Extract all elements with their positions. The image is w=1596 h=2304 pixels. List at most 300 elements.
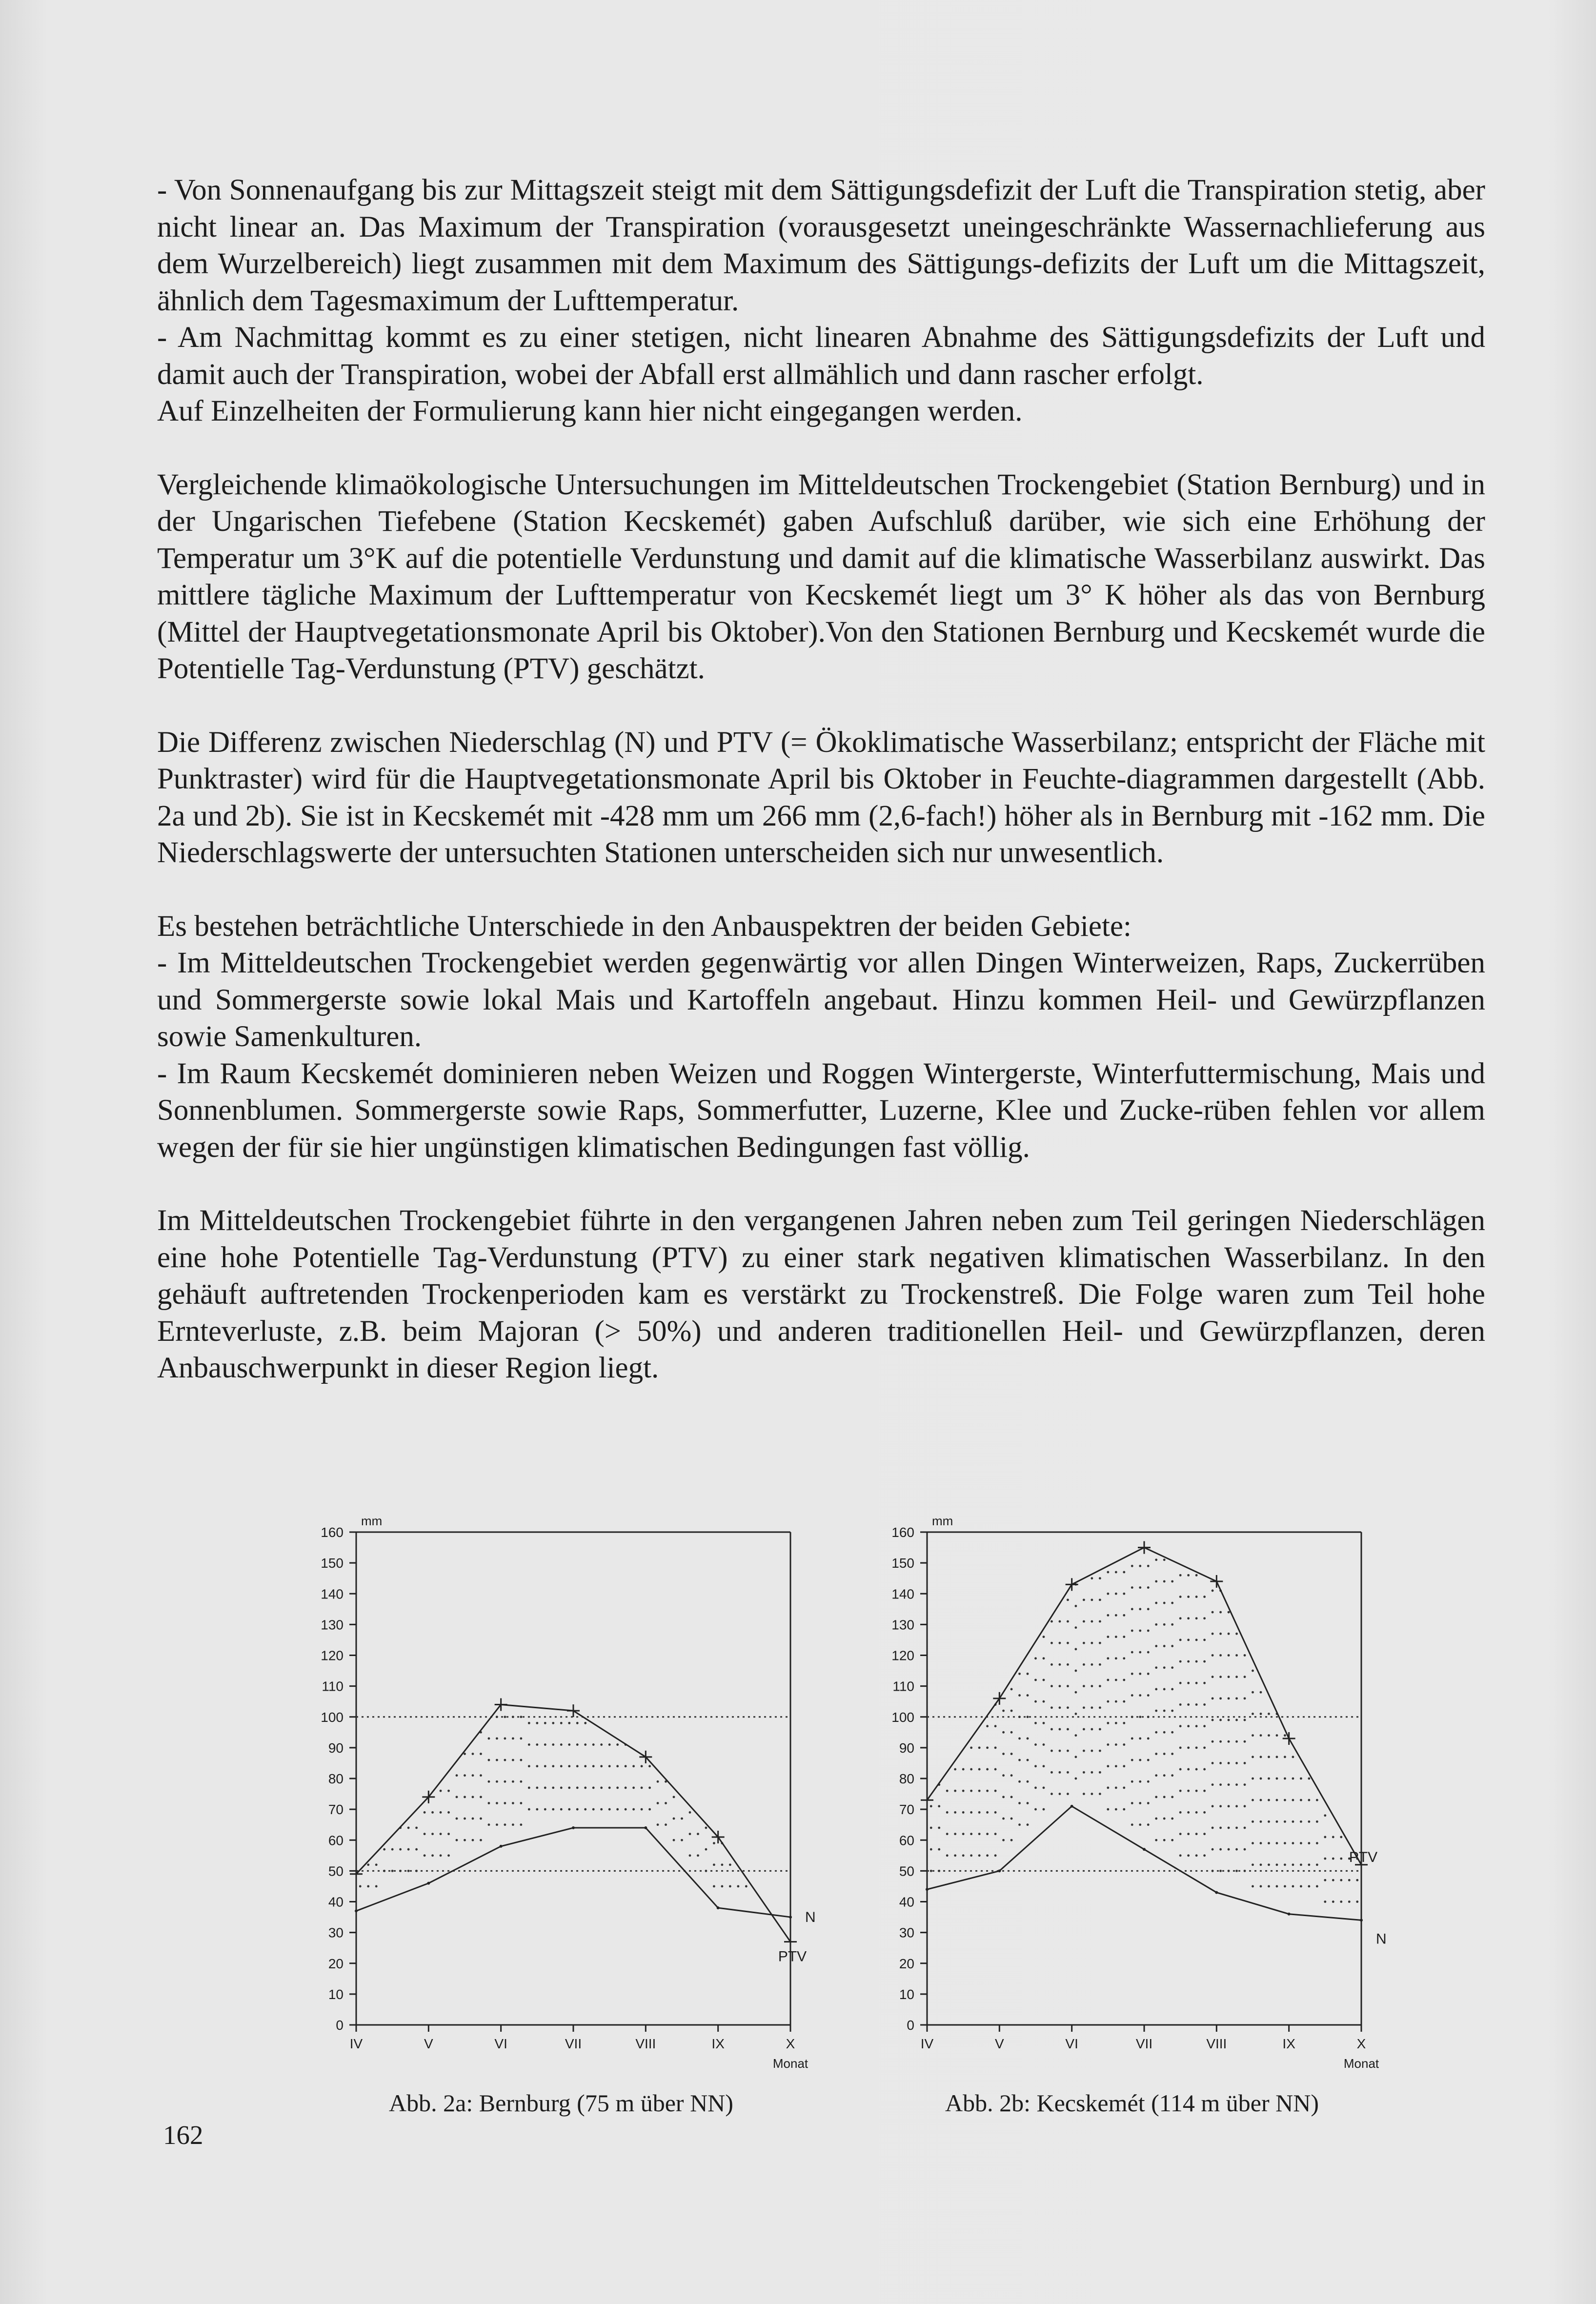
stipple-dot xyxy=(1219,1827,1222,1829)
stipple-dot xyxy=(1171,1753,1173,1755)
stipple-dot xyxy=(1010,1774,1013,1777)
stipple-dot xyxy=(1043,1722,1045,1724)
stipple-dot xyxy=(504,1716,506,1718)
stipple-dot xyxy=(512,1738,514,1740)
stipple-dot xyxy=(930,1848,932,1851)
stipple-dot xyxy=(616,1743,619,1746)
x-tick-label: IX xyxy=(1282,2036,1295,2051)
stipple-dot xyxy=(1187,1617,1190,1619)
stipple-dot xyxy=(1155,1602,1157,1604)
stipple-dot xyxy=(1300,1799,1302,1801)
stipple-dot xyxy=(1212,1719,1214,1721)
paragraph-difference xyxy=(157,724,1485,871)
stipple-dot xyxy=(1010,1796,1013,1798)
stipple-dot xyxy=(729,1885,731,1888)
stipple-dot xyxy=(1099,1598,1101,1601)
stipple-dot xyxy=(978,1768,981,1771)
stipple-dot xyxy=(1195,1768,1198,1771)
y-axis-label: mm xyxy=(361,1514,383,1528)
stipple-dot xyxy=(383,1848,385,1851)
stipple-dot xyxy=(1219,1783,1222,1786)
stipple-dot xyxy=(1235,1870,1238,1872)
stipple-dot xyxy=(1131,1823,1133,1826)
stipple-dot xyxy=(1340,1858,1342,1860)
stipple-dot xyxy=(1203,1660,1206,1663)
stipple-dot xyxy=(1139,1823,1141,1826)
stipple-dot xyxy=(1179,1682,1182,1684)
stipple-dot xyxy=(1292,1842,1294,1844)
ptv-line xyxy=(356,1705,790,1942)
stipple-dot xyxy=(1268,1756,1270,1758)
text-line: - Im Raum Kecskemét dominieren neben Weizen und Roggen Wintergerste, Winterfuttermischung, Mais und Sonnenblumen. Sommergerste sowie Raps, Sommerfutter, Luzerne, Klee und Zucke-rüben fehlen vor allem wegen der für sie hier ungünstigen klimatischen Bedingungen fast völlig. xyxy=(157,1057,1485,1164)
paragraph-crops xyxy=(157,908,1485,1166)
stipple-dot xyxy=(1284,1885,1286,1888)
stipple-dot xyxy=(954,1811,956,1814)
stipple-dot xyxy=(1139,1738,1141,1740)
stipple-dot xyxy=(1059,1793,1061,1795)
stipple-dot xyxy=(440,1833,442,1835)
y-tick-label: 130 xyxy=(321,1617,343,1633)
stipple-dot xyxy=(986,1768,989,1771)
stipple-dot xyxy=(1324,1900,1326,1903)
stipple-dot xyxy=(1131,1651,1133,1654)
chart-caption: Abb. 2a: Bernburg (75 m über NN) xyxy=(389,2089,733,2117)
stipple-dot xyxy=(1308,1778,1310,1780)
paragraph-comparison xyxy=(157,466,1485,687)
stipple-dot xyxy=(1051,1728,1053,1731)
stipple-dot xyxy=(1235,1783,1238,1786)
stipple-dot xyxy=(946,1790,949,1792)
stipple-dot xyxy=(1195,1746,1198,1749)
stipple-dot xyxy=(544,1765,546,1767)
stipple-dot xyxy=(1171,1796,1173,1798)
stipple-dot xyxy=(1115,1808,1117,1811)
stipple-dot xyxy=(1268,1713,1270,1715)
stipple-dot xyxy=(512,1716,514,1718)
stipple-dot xyxy=(1195,1790,1198,1792)
stipple-dot xyxy=(1115,1765,1117,1767)
stipple-dot xyxy=(994,1833,997,1835)
stipple-dot xyxy=(600,1743,603,1746)
stipple-dot xyxy=(1043,1808,1045,1811)
stipple-dot xyxy=(1284,1820,1286,1823)
stipple-dot xyxy=(1163,1796,1166,1798)
y-tick-label: 50 xyxy=(328,1863,343,1879)
stipple-dot xyxy=(1179,1746,1182,1749)
stipple-dot xyxy=(1002,1796,1005,1798)
stipple-dot xyxy=(1268,1863,1270,1866)
y-tick-label: 30 xyxy=(899,1925,914,1940)
stipple-dot xyxy=(1163,1666,1166,1669)
stipple-dot xyxy=(954,1854,956,1857)
n-point xyxy=(926,1888,929,1891)
stipple-dot xyxy=(1228,1783,1230,1786)
n-point xyxy=(572,1826,575,1829)
stipple-dot xyxy=(1067,1793,1069,1795)
stipple-dot xyxy=(1316,1885,1318,1888)
series-label-n: N xyxy=(805,1909,816,1926)
y-tick-label: 90 xyxy=(899,1740,914,1756)
stipple-dot xyxy=(528,1743,530,1746)
stipple-dot xyxy=(1107,1700,1109,1703)
chart-bernburg xyxy=(293,1513,829,2122)
stipple-dot xyxy=(560,1743,563,1746)
text-line: Die Differenz zwischen Niederschlag (N) und PTV (= Ökoklimatische Wasserbilanz; entspricht der Fläche mit Punktraster) wird für die Hauptvegetationsmonate April bis Oktober in Feuchte-diagrammen dargestellt (Abb. 2a und 2b). Sie ist in Kecskemét mit -428 mm um 266 mm (2,6-fach!) höher als in Bernburg mit -162 mm. Die Niederschlagswerte der untersuchten Stationen unterscheiden sich nur unwesentlich. xyxy=(157,726,1485,869)
stipple-dot xyxy=(1067,1750,1069,1752)
stipple-dot xyxy=(488,1759,490,1761)
stipple-dot xyxy=(994,1725,997,1727)
y-tick-label: 20 xyxy=(899,1956,914,1971)
n-point xyxy=(1215,1891,1218,1894)
stipple-dot xyxy=(1043,1679,1045,1681)
stipple-dot xyxy=(1059,1620,1061,1623)
stipple-dot xyxy=(407,1827,410,1829)
stipple-dot xyxy=(1219,1697,1222,1699)
stipple-dot xyxy=(689,1811,691,1814)
stipple-dot xyxy=(1010,1710,1013,1712)
stipple-dot xyxy=(1018,1673,1021,1675)
stipple-dot xyxy=(1155,1818,1157,1820)
stipple-dot xyxy=(1139,1716,1141,1718)
stipple-dot xyxy=(536,1722,538,1724)
series-label-ptv: PTV xyxy=(778,1948,807,1965)
stipple-dot xyxy=(608,1743,611,1746)
stipple-dot xyxy=(1244,1654,1246,1657)
stipple-dot xyxy=(1163,1731,1166,1734)
stipple-dot xyxy=(520,1802,522,1804)
stipple-dot xyxy=(1308,1799,1310,1801)
stipple-dot xyxy=(1195,1854,1198,1857)
stipple-dot xyxy=(1203,1790,1206,1792)
stipple-dot xyxy=(1212,1827,1214,1829)
stipple-dot xyxy=(552,1743,554,1746)
x-tick-label: VII xyxy=(565,2036,582,2051)
stipple-dot xyxy=(1212,1633,1214,1635)
stipple-dot xyxy=(657,1802,659,1804)
stipple-dot xyxy=(1219,1676,1222,1678)
stipple-dot xyxy=(1163,1623,1166,1626)
stipple-dot xyxy=(1300,1885,1302,1888)
stipple-dot xyxy=(1147,1694,1150,1697)
stipple-dot xyxy=(1067,1620,1069,1623)
stipple-dot xyxy=(1252,1820,1254,1823)
y-tick-label: 30 xyxy=(328,1925,343,1940)
stipple-dot xyxy=(1034,1657,1037,1659)
stipple-dot xyxy=(464,1818,466,1820)
x-tick-label: VII xyxy=(1135,2036,1153,2051)
stipple-dot xyxy=(1155,1731,1157,1734)
stipple-dot xyxy=(970,1811,972,1814)
stipple-dot xyxy=(1268,1842,1270,1844)
stipple-dot xyxy=(431,1854,434,1857)
stipple-dot xyxy=(930,1870,932,1872)
stipple-dot xyxy=(1260,1691,1262,1694)
stipple-dot xyxy=(592,1743,595,1746)
stipple-dot xyxy=(1292,1820,1294,1823)
stipple-dot xyxy=(504,1759,506,1761)
paragraph-transpiration xyxy=(157,172,1485,430)
stipple-dot xyxy=(1195,1682,1198,1684)
y-tick-label: 60 xyxy=(899,1833,914,1848)
stipple-dot xyxy=(1099,1771,1101,1774)
stipple-dot xyxy=(1147,1651,1150,1654)
stipple-dot xyxy=(1083,1706,1085,1709)
stipple-dot xyxy=(608,1765,611,1767)
stipple-dot xyxy=(954,1790,956,1792)
ptv-point xyxy=(1283,1732,1295,1745)
stipple-dot xyxy=(1027,1802,1029,1804)
stipple-dot xyxy=(1059,1728,1061,1731)
stipple-dot xyxy=(681,1839,683,1841)
stipple-dot xyxy=(367,1885,369,1888)
stipple-dot xyxy=(600,1787,603,1789)
stipple-dot xyxy=(568,1722,570,1724)
stipple-dot xyxy=(1131,1802,1133,1804)
stipple-dot xyxy=(1203,1833,1206,1835)
stipple-dot xyxy=(1075,1756,1077,1758)
stipple-dot xyxy=(1115,1593,1117,1595)
stipple-dot xyxy=(1051,1642,1053,1644)
stipple-dot xyxy=(504,1738,506,1740)
stipple-dot xyxy=(1171,1774,1173,1777)
stipple-dot xyxy=(1051,1793,1053,1795)
stipple-dot xyxy=(1228,1719,1230,1721)
stipple-dot xyxy=(520,1738,522,1740)
stipple-dot xyxy=(1356,1879,1358,1881)
stipple-dot xyxy=(1059,1685,1061,1687)
stipple-dot xyxy=(641,1765,643,1767)
stipple-dot xyxy=(1332,1900,1334,1903)
stipple-dot xyxy=(673,1796,675,1798)
series-label-ptv: PTV xyxy=(1349,1849,1378,1865)
stipple-dot xyxy=(1187,1854,1190,1857)
stipple-dot xyxy=(375,1885,378,1888)
stipple-dot xyxy=(1123,1743,1125,1746)
stipple-dot xyxy=(576,1787,579,1789)
stipple-dot xyxy=(1002,1774,1005,1777)
stipple-dot xyxy=(1228,1740,1230,1743)
stipple-dot xyxy=(1203,1682,1206,1684)
stipple-dot xyxy=(1034,1700,1037,1703)
y-tick-label: 80 xyxy=(899,1771,914,1786)
stipple-dot xyxy=(480,1753,482,1755)
stipple-dot xyxy=(544,1722,546,1724)
stipple-dot xyxy=(488,1738,490,1740)
stipple-dot xyxy=(544,1808,546,1811)
stipple-dot xyxy=(488,1823,490,1826)
stipple-dot xyxy=(1010,1688,1013,1691)
stipple-dot xyxy=(1155,1753,1157,1755)
stipple-dot xyxy=(1091,1620,1093,1623)
stipple-dot xyxy=(1340,1900,1342,1903)
stipple-dot xyxy=(1018,1802,1021,1804)
ptv-line xyxy=(927,1548,1361,1865)
stipple-dot xyxy=(1260,1756,1262,1758)
x-tick-label: VI xyxy=(1065,2036,1078,2051)
stipple-dot xyxy=(1123,1636,1125,1638)
stipple-dot xyxy=(1002,1839,1005,1841)
stipple-dot xyxy=(464,1774,466,1777)
stipple-dot xyxy=(1252,1713,1254,1715)
stipple-dot xyxy=(1260,1863,1262,1866)
stipple-dot xyxy=(616,1765,619,1767)
y-tick-label: 80 xyxy=(328,1771,343,1786)
stipple-dot xyxy=(544,1787,546,1789)
stipple-dot xyxy=(1107,1787,1109,1789)
stipple-dot xyxy=(1195,1639,1198,1641)
y-tick-label: 110 xyxy=(322,1678,343,1694)
stipple-dot xyxy=(1091,1771,1093,1774)
stipple-dot xyxy=(1187,1660,1190,1663)
stipple-dot xyxy=(1018,1694,1021,1697)
stipple-dot xyxy=(1139,1565,1141,1567)
stipple-dot xyxy=(1244,1719,1246,1721)
n-point xyxy=(1071,1805,1073,1808)
stipple-dot xyxy=(1059,1750,1061,1752)
n-point xyxy=(644,1826,647,1829)
stipple-dot xyxy=(632,1808,635,1811)
stipple-dot xyxy=(496,1802,498,1804)
stipple-dot xyxy=(1203,1596,1206,1598)
stipple-dot xyxy=(440,1811,442,1814)
stipple-dot xyxy=(1147,1565,1150,1567)
stipple-dot xyxy=(1139,1780,1141,1783)
x-tick-label: X xyxy=(1356,2036,1366,2051)
stipple-dot xyxy=(576,1808,579,1811)
stipple-dot xyxy=(1067,1663,1069,1666)
stipple-dot xyxy=(978,1811,981,1814)
stipple-dot xyxy=(1139,1673,1141,1675)
stipple-dot xyxy=(1203,1725,1206,1727)
stipple-dot xyxy=(1187,1596,1190,1598)
ptv-point xyxy=(1138,1541,1151,1554)
stipple-dot xyxy=(1075,1734,1077,1737)
stipple-dot xyxy=(1228,1633,1230,1635)
ptv-point xyxy=(567,1704,580,1717)
stipple-dot xyxy=(1091,1750,1093,1752)
stipple-dot xyxy=(1187,1574,1190,1576)
stipple-dot xyxy=(480,1774,482,1777)
stipple-dot xyxy=(560,1808,563,1811)
y-tick-label: 100 xyxy=(321,1709,343,1725)
text-line: Es bestehen beträchtliche Unterschiede in den Anbauspektren der beiden Gebiete: xyxy=(157,909,1131,943)
stipple-dot xyxy=(1300,1778,1302,1780)
y-tick-label: 150 xyxy=(321,1556,343,1571)
stipple-dot xyxy=(1115,1722,1117,1724)
stipple-dot xyxy=(1228,1805,1230,1807)
stipple-dot xyxy=(528,1787,530,1789)
text-line: Auf Einzelheiten der Formulierung kann hier nicht eingegangen werden. xyxy=(157,395,1023,427)
stipple-dot xyxy=(504,1780,506,1783)
stipple-dot xyxy=(1332,1858,1334,1860)
stipple-dot xyxy=(1179,1617,1182,1619)
stipple-dot xyxy=(648,1808,651,1811)
stipple-dot xyxy=(1187,1768,1190,1771)
stipple-dot xyxy=(1155,1666,1157,1669)
ptv-point xyxy=(495,1698,507,1711)
n-point xyxy=(355,1909,358,1912)
stipple-dot xyxy=(1027,1673,1029,1675)
stipple-dot xyxy=(1163,1602,1166,1604)
chart-caption: Abb. 2b: Kecskemét (114 m über NN) xyxy=(945,2089,1319,2117)
stipple-dot xyxy=(488,1780,490,1783)
stipple-dot xyxy=(1244,1783,1246,1786)
stipple-dot xyxy=(447,1811,450,1814)
stipple-dot xyxy=(705,1827,707,1829)
stipple-dot xyxy=(1235,1719,1238,1721)
stipple-dot xyxy=(1155,1710,1157,1712)
stipple-dot xyxy=(424,1811,426,1814)
stipple-dot xyxy=(1179,1811,1182,1814)
stipple-dot xyxy=(1187,1790,1190,1792)
stipple-dot xyxy=(1163,1645,1166,1647)
stipple-dot xyxy=(1268,1820,1270,1823)
stipple-dot xyxy=(1067,1706,1069,1709)
stipple-dot xyxy=(986,1790,989,1792)
stipple-dot xyxy=(1091,1728,1093,1731)
stipple-dot xyxy=(1155,1580,1157,1583)
stipple-dot xyxy=(1228,1848,1230,1851)
stipple-dot xyxy=(1155,1623,1157,1626)
stipple-dot xyxy=(415,1827,418,1829)
stipple-dot xyxy=(1276,1885,1278,1888)
stipple-dot xyxy=(1235,1654,1238,1657)
stipple-dot xyxy=(946,1833,949,1835)
stipple-dot xyxy=(1292,1756,1294,1758)
stipple-dot xyxy=(1284,1778,1286,1780)
stipple-dot xyxy=(520,1759,522,1761)
stipple-dot xyxy=(375,1863,378,1866)
stipple-dot xyxy=(1131,1694,1133,1697)
stipple-dot xyxy=(1083,1620,1085,1623)
stipple-dot xyxy=(1147,1738,1150,1740)
stipple-dot xyxy=(1123,1593,1125,1595)
stipple-dot xyxy=(970,1746,972,1749)
stipple-dot xyxy=(600,1808,603,1811)
stipple-dot xyxy=(1147,1716,1150,1718)
x-tick-label: VIII xyxy=(1206,2036,1227,2051)
n-point xyxy=(427,1882,430,1885)
stipple-dot xyxy=(1179,1703,1182,1706)
stipple-dot xyxy=(1099,1750,1101,1752)
stipple-dot xyxy=(1332,1836,1334,1839)
stipple-dot xyxy=(1027,1759,1029,1761)
stipple-dot xyxy=(1219,1611,1222,1614)
stipple-dot xyxy=(1219,1654,1222,1657)
x-axis-label: Monat xyxy=(1343,2056,1379,2071)
stipple-dot xyxy=(1107,1722,1109,1724)
stipple-dot xyxy=(1091,1642,1093,1644)
stipple-dot xyxy=(1051,1771,1053,1774)
stipple-dot xyxy=(1244,1762,1246,1764)
stipple-dot xyxy=(938,1827,940,1829)
stipple-dot xyxy=(681,1818,683,1820)
stipple-dot xyxy=(616,1787,619,1789)
stipple-dot xyxy=(359,1885,362,1888)
stipple-dot xyxy=(1340,1879,1342,1881)
stipple-dot xyxy=(962,1854,965,1857)
stipple-dot xyxy=(1099,1685,1101,1687)
stipple-dot xyxy=(1075,1605,1077,1607)
stipple-dot xyxy=(1228,1870,1230,1872)
stipple-dot xyxy=(1131,1738,1133,1740)
stipple-dot xyxy=(1284,1842,1286,1844)
stipple-dot xyxy=(1187,1639,1190,1641)
stipple-dot xyxy=(625,1765,627,1767)
stipple-dot xyxy=(970,1833,972,1835)
stipple-dot xyxy=(1083,1663,1085,1666)
stipple-dot xyxy=(1107,1657,1109,1659)
